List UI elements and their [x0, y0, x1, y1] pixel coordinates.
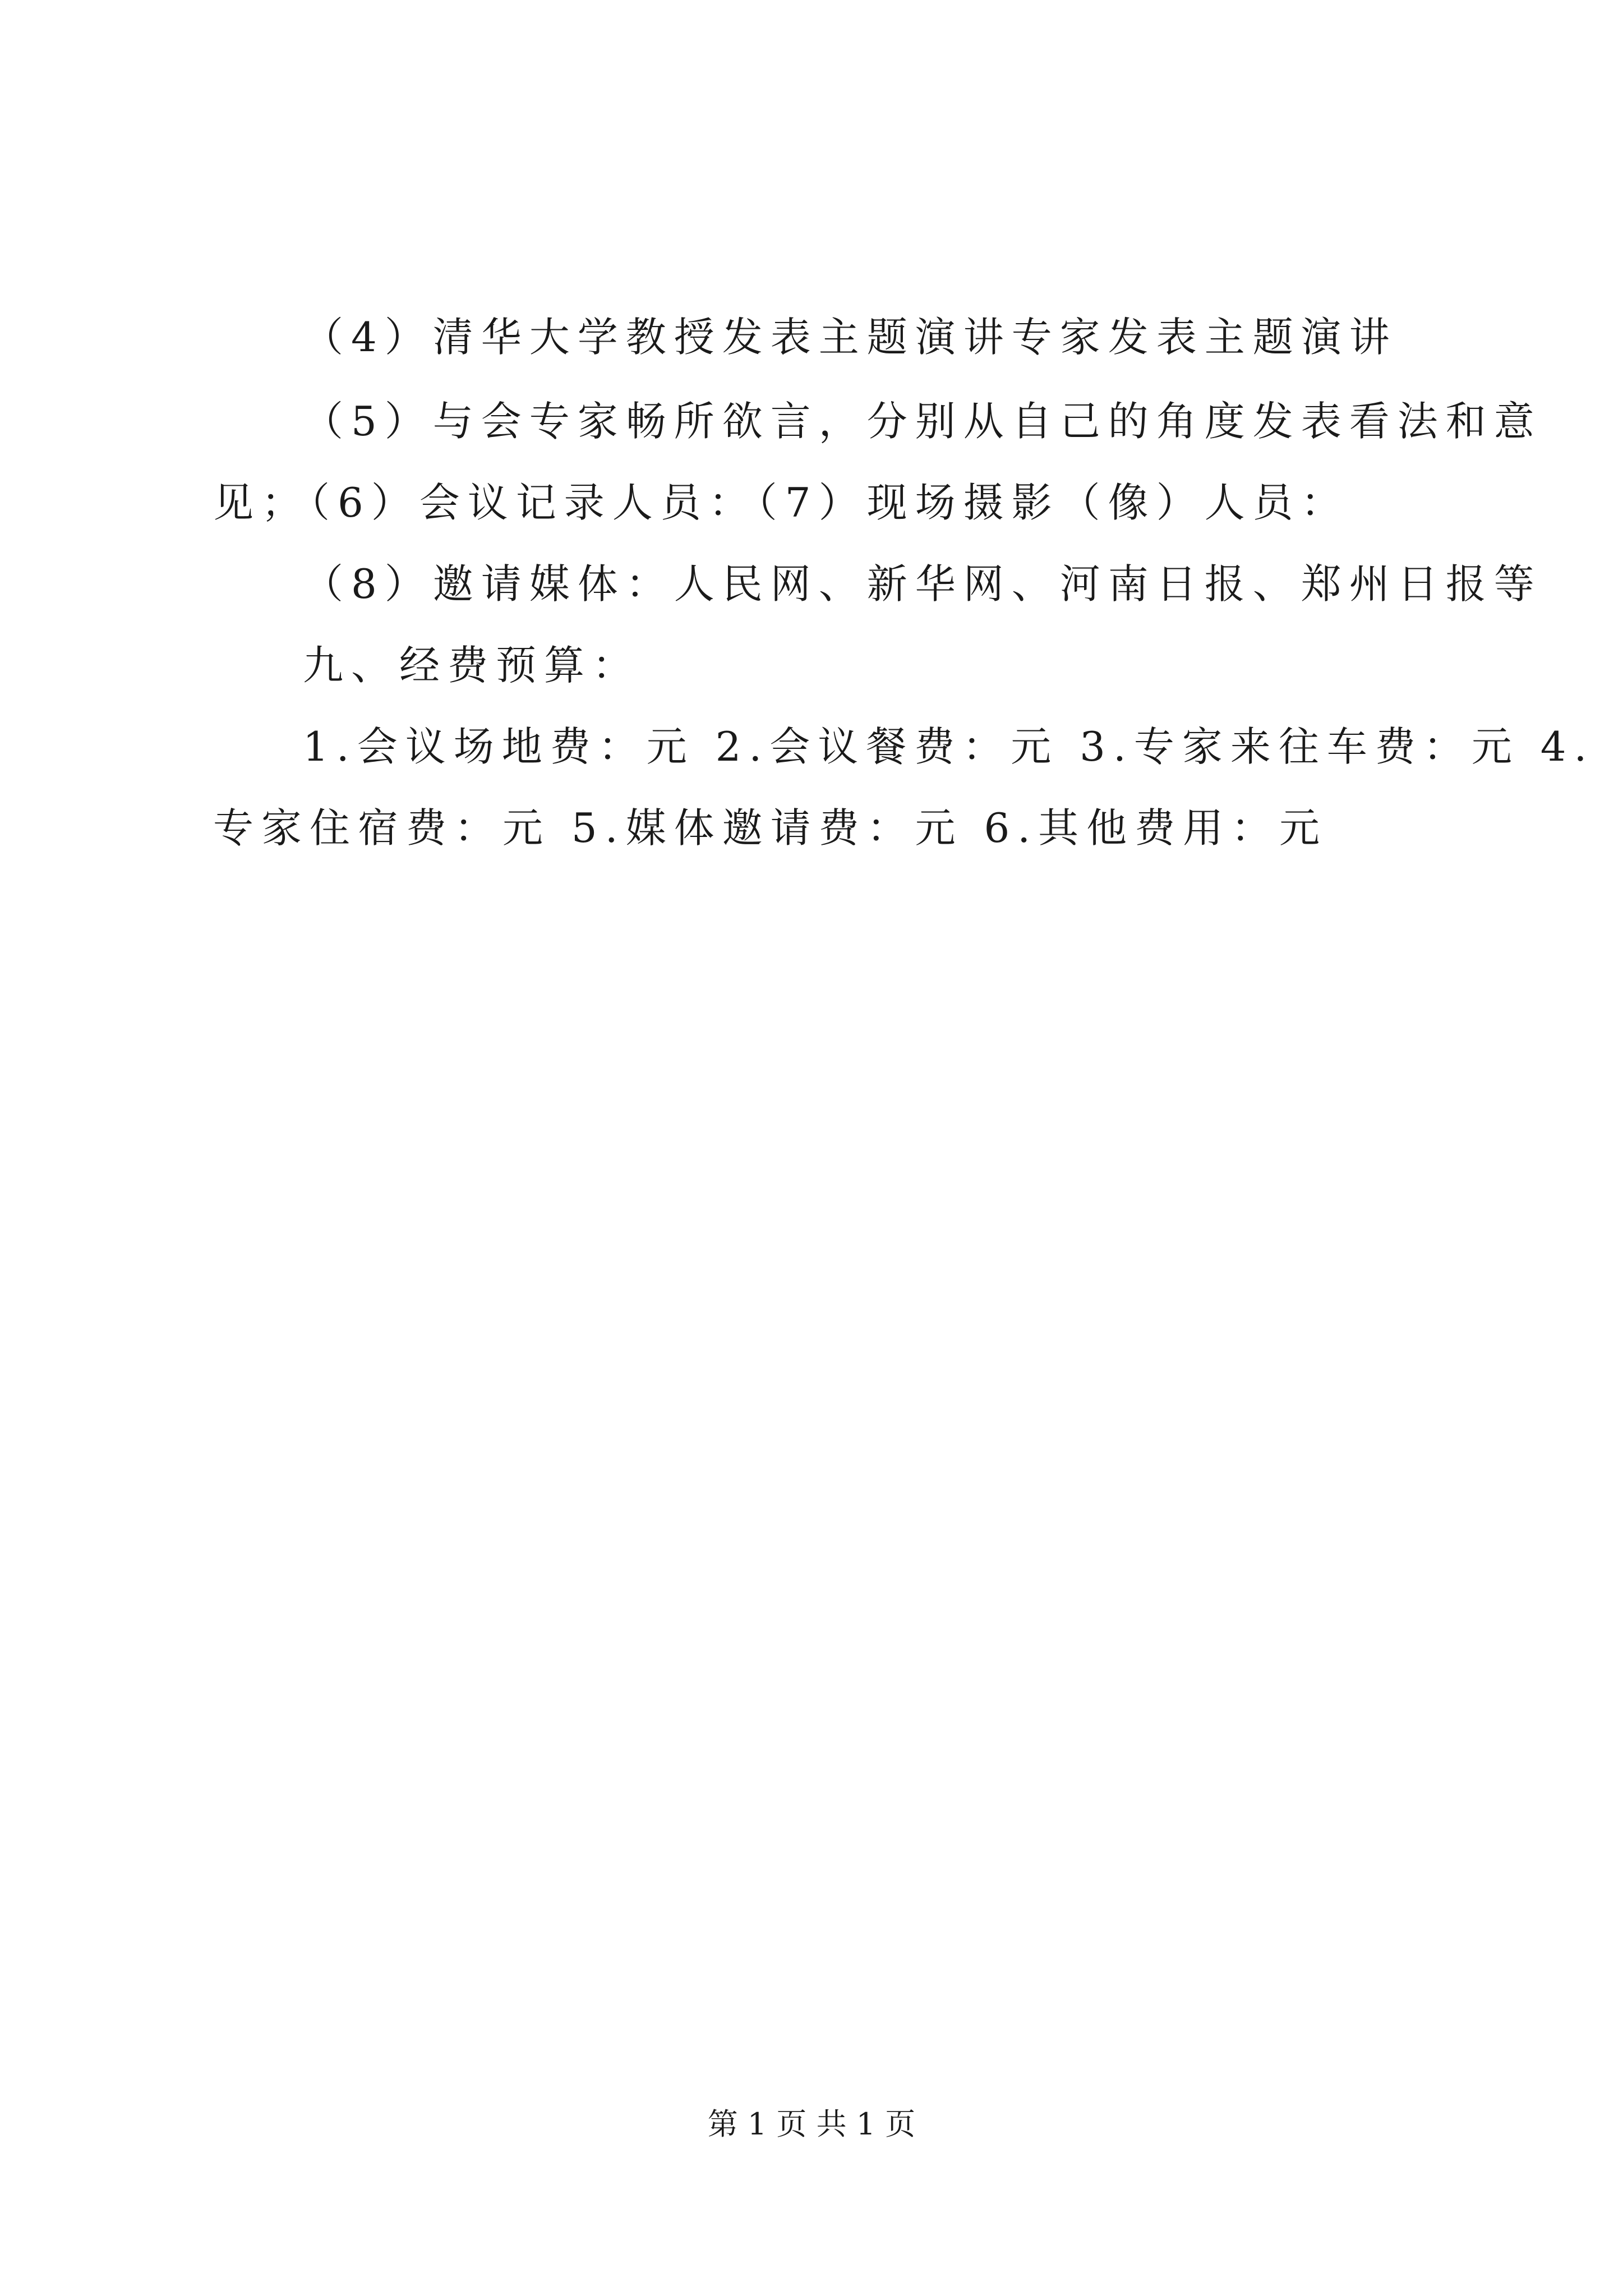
section-heading-budget: 九、经费预算：: [303, 642, 641, 689]
paragraph-line-2: （5）与会专家畅所欲言，分别从自己的角度发表看法和意: [303, 398, 1542, 445]
paragraph-line-3: 见；（6）会议记录人员：（7）现场摄影（像）人员：: [213, 479, 1349, 526]
page-footer: 第 1 页 共 1 页: [707, 2106, 916, 2142]
budget-line-1: 1.会议场地费：元 2.会议餐费：元 3.专家来往车费：元 4.: [303, 723, 1595, 770]
budget-line-2: 专家住宿费：元 5.媒体邀请费：元 6.其他费用：元: [213, 804, 1328, 852]
paragraph-line-4: （8）邀请媒体：人民网、新华网、河南日报、郑州日报等: [303, 560, 1542, 608]
paragraph-line-1: （4）清华大学教授发表主题演讲专家发表主题演讲: [303, 314, 1398, 361]
